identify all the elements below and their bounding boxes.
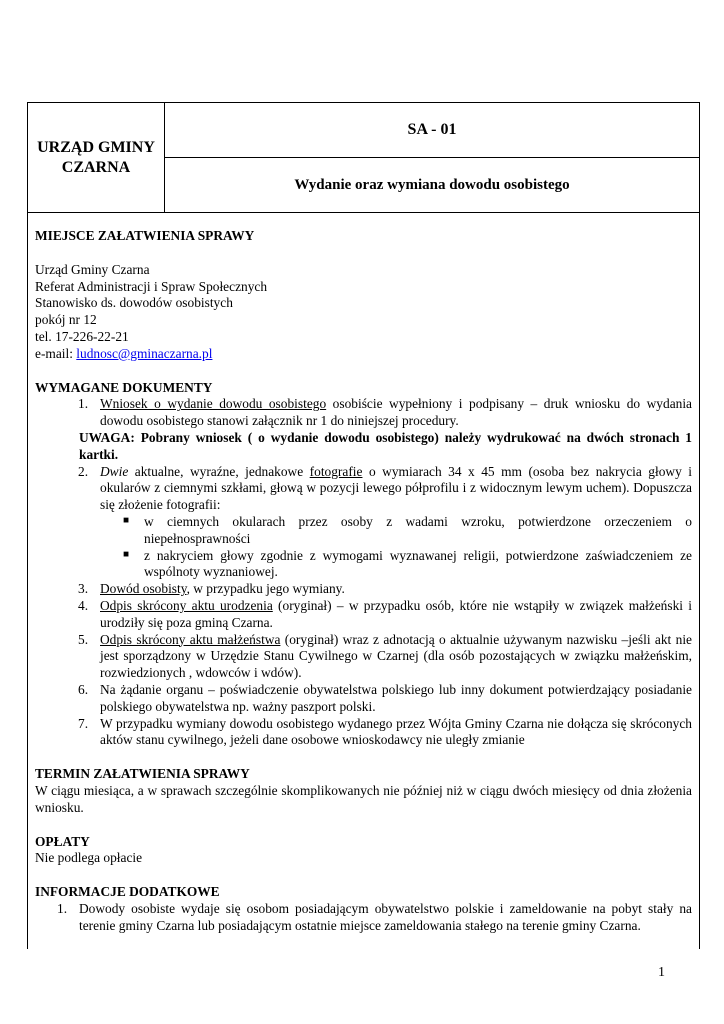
email-link[interactable]: ludnosc@gminaczarna.pl [76, 345, 213, 361]
place-line: Stanowisko ds. dowodów osobistych [35, 295, 233, 311]
documents-list [35, 396, 692, 430]
documents-heading: WYMAGANE DOKUMENTY [35, 379, 213, 395]
birth-cert-link[interactable]: Odpis skrócony aktu urodzenia [100, 597, 273, 613]
email-line: e-mail: ludnosc@gminaczarna.pl [35, 345, 213, 361]
photo-exceptions [35, 514, 692, 581]
office-name: URZĄD GMINY CZARNA [28, 103, 165, 212]
list-item: 5. Odpis skrócony aktu małżeństwa (oryginał) wraz z adnotacją o aktualnie używanym nazwisku –jeśli akt nie jest sporządzony w Urzędzie Stanu Cywilnego w Czarnej (dla osób pozostających w związku małżeńskim, rozwiedzionych , wdowców i wdów). [78, 631, 692, 681]
list-item: ■ z nakryciem głowy zgodnie z wymogami wyznawanej religii, potwierdzone zaświadczeniem ze wspólnoty wyznaniowej. [123, 547, 692, 580]
application-link[interactable]: Wniosek o wydanie dowodu osobistego [100, 396, 327, 412]
place-line: Referat Administracji i Spraw Społecznych [35, 278, 268, 294]
bullet-icon: ■ [123, 514, 130, 526]
list-item: 7. W przypadku wymiany dowodu osobistego wydanego przez Wójta Gminy Czarna nie dołącza się skróconych aktów stanu cywilnego, jeżeli dane osobowe wnioskodawcy nie uległy zmianie [78, 715, 692, 748]
list-item: 4. Odpis skrócony aktu urodzenia (oryginał) – w przypadku osób, które nie wstąpiły w związek małżeński i urodziły się poza gminą Czarna. [78, 597, 692, 630]
procedure-title: Wydanie oraz wymiana dowodu osobistego [294, 176, 570, 193]
id-card-link[interactable]: Dowód osobisty [100, 581, 187, 597]
place-line: Urząd Gminy Czarna [35, 261, 150, 277]
warning-note: UWAGA: Pobrany wniosek ( o wydanie dowodu osobistego) należy wydrukować na dwóch stronach 1 kartki. [79, 429, 692, 462]
additional-list [35, 901, 692, 935]
bullet-icon: ■ [123, 548, 130, 560]
place-heading: MIEJSCE ZAŁATWIENIA SPRAWY [35, 228, 255, 243]
card-content [35, 228, 692, 934]
additional-heading: INFORMACJE DODATKOWE [35, 884, 220, 900]
list-item: ■ w ciemnych okularach przez osoby z wadami wzroku, potwierdzone orzeczeniem o niepełnosprawności [123, 513, 692, 546]
list-item: 3. Dowód osobisty, w przypadku jego wymiany. [78, 581, 345, 597]
deadline-text: W ciągu miesiąca, a w sprawach szczególnie skomplikowanych nie później niż w ciągu dwóch miesięcy od dnia złożenia wniosku. [35, 782, 692, 815]
fees-text: Nie podlega opłacie [35, 850, 143, 866]
card-header [28, 103, 699, 213]
list-item: 1. Dowody osobiste wydaje się osobom posiadającym obywatelstwo polskie i zameldowanie na pobyt stały na terenie gminy Czarna lub posiadającym ostatnie miejsce zameldowania stałego na terenie gminy Czarna. [57, 900, 692, 933]
place-line: pokój nr 12 [35, 312, 97, 328]
photos-link[interactable]: fotografie [309, 463, 363, 479]
list-item: 2. Dwie aktualne, wyraźne, jednakowe fotografie o wymiarach 34 x 45 mm (osoba bez nakrycia głowy i okularów z ciemnymi szkłami, głową w pozycji lewego półprofilu i z widocznym lewym uchem). Dopuszcza się złożenie fotografii: [78, 463, 693, 513]
procedure-card [27, 102, 700, 949]
marriage-cert-link[interactable]: Odpis skrócony aktu małżeństwa [100, 631, 281, 647]
page-number: 1 [658, 965, 665, 980]
procedure-code: SA - 01 [165, 103, 699, 158]
deadline-heading: TERMIN ZAŁATWIENIA SPRAWY [35, 766, 250, 782]
fees-heading: OPŁATY [35, 833, 90, 849]
place-line: tel. 17-226-22-21 [35, 328, 129, 344]
list-item: 6. Na żądanie organu – poświadczenie obywatelstwa polskiego lub inny dokument potwierdzający posiadanie polskiego obywatelstwa np. ważny paszport polski. [78, 681, 692, 714]
list-item: 1. Wniosek o wydanie dowodu osobistego osobiście wypełniony i podpisany – druk wniosku do wydania dowodu osobistego stanowi załącznik nr 1 do niniejszej procedury. [78, 396, 692, 429]
